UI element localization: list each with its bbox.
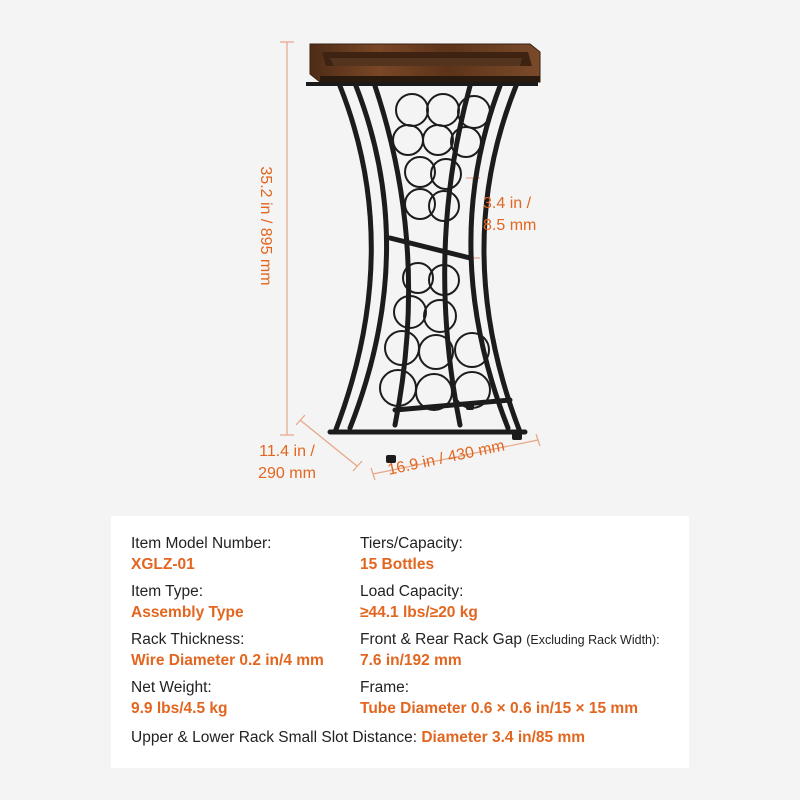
spec-item-type bbox=[131, 582, 244, 624]
spec-rack-thickness-label: Rack Thickness: bbox=[131, 631, 245, 648]
spec-item-type-label: Item Type: bbox=[131, 583, 204, 600]
spec-slot-distance-value: Diameter 3.4 in/85 mm bbox=[421, 729, 586, 746]
wooden-tray bbox=[306, 44, 540, 86]
spec-slot-distance bbox=[131, 727, 585, 749]
spec-frame-label: Frame: bbox=[360, 679, 410, 696]
spec-rack-thickness-value: Wire Diameter 0.2 in/4 mm bbox=[131, 652, 324, 669]
spec-net-weight bbox=[131, 678, 228, 720]
spec-rack-gap-note: (Excluding Rack Width): bbox=[526, 633, 660, 647]
spec-tiers-capacity-value: 15 Bottles bbox=[360, 556, 435, 573]
spec-net-weight-value: 9.9 lbs/4.5 kg bbox=[131, 700, 228, 717]
spec-frame bbox=[360, 678, 638, 720]
height-dimension-line bbox=[280, 42, 294, 435]
spec-tiers-capacity bbox=[360, 534, 463, 576]
spec-net-weight-label: Net Weight: bbox=[131, 679, 212, 696]
spec-load-capacity-value: ≥44.1 lbs/≥20 kg bbox=[360, 604, 478, 621]
spec-slot-distance-label: Upper & Lower Rack Small Slot Distance: bbox=[131, 729, 418, 746]
depth-dimension-label bbox=[247, 441, 327, 485]
width-dimension-label: 16.9 in / 430 mm bbox=[386, 437, 507, 479]
spec-rack-gap-label-row bbox=[360, 630, 660, 650]
spec-rack-gap-value: 7.6 in/192 mm bbox=[360, 652, 462, 669]
spec-load-capacity bbox=[360, 582, 478, 624]
spec-model-value: XGLZ-01 bbox=[131, 556, 195, 573]
depth-dimension-line1: 11.4 in / bbox=[259, 443, 315, 460]
height-dimension-label: 35.2 in / 895 mm bbox=[257, 166, 274, 286]
spec-rack-thickness bbox=[131, 630, 324, 672]
slot-dimension-line1: 3.4 in / bbox=[483, 195, 532, 212]
spec-tiers-capacity-label: Tiers/Capacity: bbox=[360, 535, 463, 552]
spec-item-type-value: Assembly Type bbox=[131, 604, 244, 621]
spec-rack-gap bbox=[360, 630, 660, 672]
spec-panel bbox=[111, 516, 689, 768]
spec-model bbox=[131, 534, 271, 576]
slot-dimension-label bbox=[483, 193, 536, 237]
spec-rack-gap-label: Front & Rear Rack Gap bbox=[360, 631, 522, 648]
spec-load-capacity-label: Load Capacity: bbox=[360, 583, 464, 600]
spec-model-label: Item Model Number: bbox=[131, 535, 272, 552]
metal-frame bbox=[330, 86, 525, 432]
depth-dimension-line2: 290 mm bbox=[258, 465, 316, 482]
spec-frame-value: Tube Diameter 0.6 × 0.6 in/15 × 15 mm bbox=[360, 700, 638, 717]
slot-dimension-line2: 8.5 mm bbox=[483, 217, 537, 234]
